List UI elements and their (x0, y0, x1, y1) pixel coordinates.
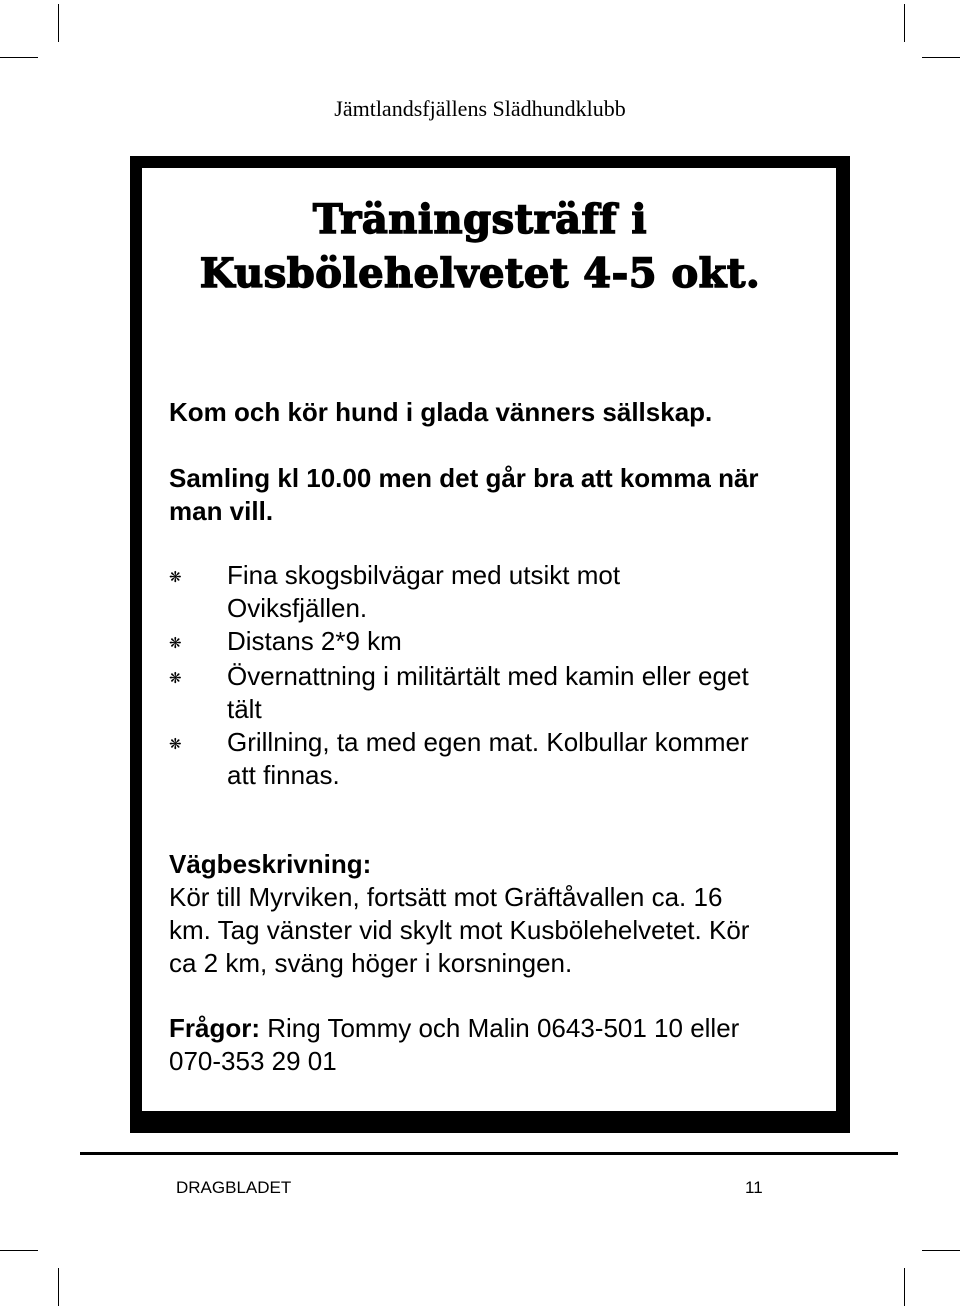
list-item-line: Grillning, ta med egen mat. Kolbullar kommer (227, 727, 749, 757)
gathering-line-1: Samling kl 10.00 men det går bra att komma när (169, 463, 759, 493)
list-item (169, 726, 819, 792)
list-item (169, 559, 819, 625)
questions-section (169, 1012, 819, 1078)
intro-text: Kom och kör hund i glada vänners sällskap. (169, 397, 713, 427)
snowflake-icon: ❋ (169, 670, 182, 687)
notice-title-line-1: Träningsträff i (312, 196, 648, 243)
list-item (169, 660, 819, 726)
directions-heading: Vägbeskrivning: (169, 849, 372, 879)
list-item-line: tält (227, 694, 262, 724)
crop-mark (0, 1250, 38, 1251)
snowflake-icon: ❋ (169, 569, 182, 586)
crop-mark (904, 4, 905, 42)
questions-contact: Ring Tommy och Malin 0643-501 10 eller (260, 1013, 740, 1043)
snowflake-icon: ❋ (169, 635, 182, 652)
list-item-line: Distans 2*9 km (227, 626, 402, 656)
crop-mark (58, 1268, 59, 1306)
gathering-text (169, 462, 819, 528)
page-number: 11 (745, 1178, 763, 1197)
list-item (169, 625, 819, 660)
crop-mark (0, 57, 38, 58)
directions-line: km. Tag vänster vid skylt mot Kusbölehelvetet. Kör (169, 915, 750, 945)
gathering-line-2: man vill. (169, 496, 274, 526)
crop-mark (58, 4, 59, 42)
crop-mark (922, 57, 960, 58)
publication-name: DRAGBLADET (176, 1178, 292, 1197)
directions-line: ca 2 km, sväng höger i korsningen. (169, 948, 573, 978)
list-item-line: Oviksfjällen. (227, 593, 368, 623)
snowflake-icon: ❋ (169, 736, 182, 753)
questions-phone: 070-353 29 01 (169, 1046, 337, 1076)
list-item-line: att finnas. (227, 760, 340, 790)
list-item-line: Fina skogsbilvägar med utsikt mot (227, 560, 621, 590)
questions-label: Frågor: (169, 1013, 260, 1043)
crop-mark (904, 1268, 905, 1306)
directions-section (169, 848, 819, 980)
running-header: Jämtlandsfjällens Slädhundklubb (334, 96, 626, 121)
notice-title-line-2: Kusbölehelvetet 4-5 okt. (199, 250, 761, 297)
directions-line: Kör till Myrviken, fortsätt mot Gräftåvallen ca. 16 (169, 882, 723, 912)
list-item-line: Övernattning i militärtält med kamin eller eget (227, 661, 749, 691)
feature-list (169, 559, 819, 792)
crop-mark (922, 1250, 960, 1251)
footer-rule (80, 1152, 898, 1155)
